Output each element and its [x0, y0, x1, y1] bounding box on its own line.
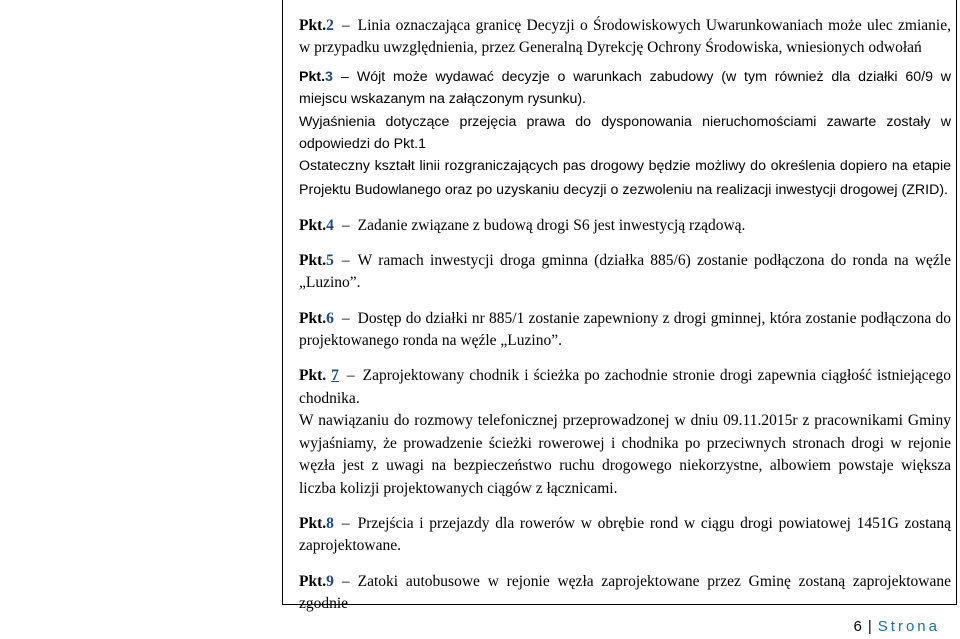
paragraph-text: Przejścia i przejazdy dla rowerów w obrębie rond w ciągu drogi powiatowej 1451G zostaną zaprojektowane. — [299, 514, 951, 555]
paragraph-text: Zatoki autobusowe w rejonie węzła zaprojektowane przez Gminę zostaną zaprojektowane zgodnie — [299, 572, 951, 613]
paragraph-pkt-7 — [299, 365, 951, 410]
paragraph-pkt-3 — [299, 66, 951, 111]
table-left-border — [282, 0, 283, 605]
paragraph-text: Wyjaśnienia dotyczące przejęcia prawa do dysponowania nieruchomościami zawarte zostały w odpowiedzi do Pkt.1 — [299, 113, 951, 153]
paragraph-pkt-8 — [299, 513, 951, 558]
paragraph-pkt-5 — [299, 250, 951, 295]
point-label: Pkt. — [299, 572, 327, 590]
footer-page-label: Strona — [877, 618, 940, 635]
paragraph-explanation — [299, 111, 951, 156]
point-label: Pkt. — [299, 367, 327, 385]
page-number: 6 — [853, 618, 862, 635]
page-footer — [854, 618, 940, 635]
point-label: Pkt. — [299, 217, 327, 235]
dash: – — [341, 309, 350, 327]
paragraph-text: W nawiązaniu do rozmowy telefonicznej przeprowadzonej w dniu 09.11.2015r z pracownikami Gminy wyjaśniamy, że prowadzenie ścieżki rowerowej i chodnika po przeciwnych stronach drogi w rejonie węzła jest z uwagi na bezpieczeństwo ruchu drogowego niekorzystne, albowiem powstaje większa liczba kolizji projektowanych ciągów z łącznicami. — [299, 412, 951, 497]
point-label: Pkt. — [299, 514, 327, 532]
point-label: Pkt. — [299, 251, 327, 269]
point-number: 4 — [326, 217, 334, 235]
paragraph-pkt-6 — [299, 308, 951, 353]
point-label: Pkt. — [299, 309, 327, 327]
paragraph-phone-conversation — [299, 410, 951, 500]
point-number: 3 — [325, 68, 333, 85]
point-number: 5 — [326, 251, 334, 269]
dash: – — [341, 217, 350, 235]
point-label: Pkt. — [299, 68, 326, 85]
paragraph-text: Wójt może wydawać decyzje o warunkach zabudowy (w tym również dla działki 60/9 w miejscu wskazanym na załączonym rysunku). — [299, 68, 951, 108]
point-number: 9 — [326, 572, 334, 590]
dash: – — [346, 367, 355, 385]
point-number: 6 — [326, 309, 334, 327]
paragraph-final-shape — [299, 154, 951, 202]
paragraph-pkt-2 — [299, 15, 951, 60]
paragraph-text: Zadanie związane z budową drogi S6 jest inwestycją rządową. — [357, 217, 746, 235]
paragraph-pkt-4 — [299, 215, 951, 237]
dash: – — [341, 514, 350, 532]
paragraph-text: Ostateczny kształt linii rozgraniczających pas drogowy będzie możliwy do określenia dopiero na etapie Projektu Budowlanego oraz po uzyskaniu decyzji o zezwoleniu na realizacji inwestycji drogowej (ZRID). — [299, 158, 951, 199]
footer-separator: | — [867, 618, 872, 635]
point-number: 7 — [331, 367, 339, 385]
paragraph-text: Zaprojektowany chodnik i ścieżka po zachodnie stronie drogi zapewnia ciągłość istniejącego chodnika. — [299, 367, 952, 407]
point-number: 2 — [326, 17, 334, 34]
paragraph-text: Linia oznaczająca granicę Decyzji o Środowiskowych Uwarunkowaniach może ulec zmianie, w przypadku uwzględnienia, przez Generalną Dyrekcję Ochrony Środowiska, wniesionych odwołań — [299, 17, 951, 57]
paragraph-pkt-9 — [299, 571, 951, 616]
dash: – — [341, 572, 350, 590]
table-right-border — [956, 0, 957, 605]
point-number: 8 — [326, 514, 334, 532]
paragraph-text: Dostęp do działki nr 885/1 zostanie zapewniony z drogi gminnej, która zostanie podłączona do projektowanego ronda na węźle „Luzino”. — [299, 309, 951, 350]
dash: – — [341, 251, 350, 269]
point-label: Pkt. — [299, 17, 327, 34]
dash: – — [340, 68, 349, 85]
table-cell-content — [299, 15, 951, 616]
dash: – — [341, 17, 350, 34]
paragraph-text: W ramach inwestycji droga gminna (działka 885/6) zostanie podłączona do ronda na węźle „Luzino”. — [299, 251, 951, 292]
